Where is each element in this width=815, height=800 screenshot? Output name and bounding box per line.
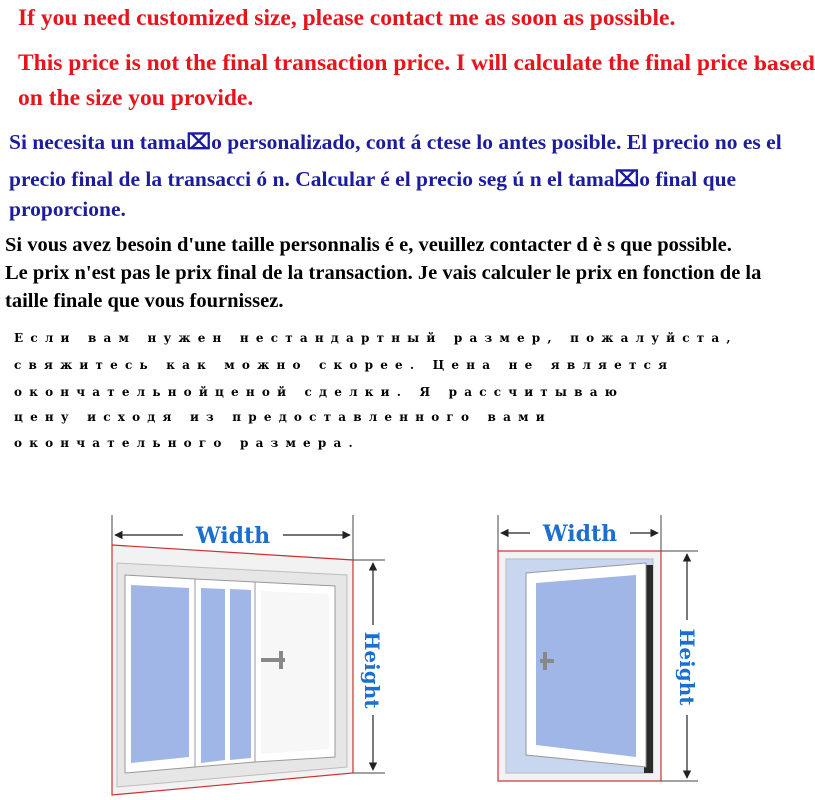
middle-glass-left [201, 588, 225, 763]
casement-window-diagram [480, 505, 790, 800]
russian-line-3: окончательнойценой сделки. Я рассчитываю [14, 385, 625, 399]
height-label: Height [675, 628, 699, 706]
french-line-3: taille finale que vous fournissez. [5, 290, 284, 312]
french-line-1: Si vous avez besoin d'une taille personnalis é e, veuillez contacter d è s que possible. [5, 234, 732, 256]
russian-line-4: цену исходя из предоставленного вами [14, 410, 552, 424]
width-label: Width [542, 521, 618, 547]
sash-glass [536, 575, 636, 757]
french-line-2: Le prix n'est pas le prix final de la transaction. Je vais calculer le prix en fonction de la [5, 262, 762, 284]
spanish-line-3: proporcione. [9, 197, 126, 221]
english-line-1: If you need customized size, please contact me as soon as possible. [18, 5, 676, 31]
spanish-line-1: Si necesita un tama⌧o personalizado, cont á ctese lo antes posible. El precio no es el [9, 130, 782, 154]
english-line-2 [18, 50, 815, 77]
sash-handle-base [543, 652, 547, 670]
russian-line-5: окончательного размера. [14, 436, 360, 450]
english-line-2-tail: based [753, 53, 815, 75]
sash-handle-base [279, 651, 283, 669]
height-label: Height [360, 631, 384, 709]
russian-line-1: Если вам нужен нестандартный размер, пожалуйста, [14, 331, 738, 345]
spanish-line-2: precio final de la transacci ó n. Calcular é el precio seg ú n el tama⌧o final que [9, 167, 737, 191]
english-line-3: on the size you provide. [18, 85, 254, 111]
russian-line-2: свяжитесь как можно скорее. Цена не является [14, 358, 675, 372]
right-opening [261, 591, 329, 754]
english-line-2-main: This price is not the final transaction price. I will calculate the final price [18, 50, 748, 76]
width-label: Width [195, 523, 271, 549]
middle-glass-right [230, 589, 251, 760]
left-glass [131, 585, 189, 763]
sliding-window-diagram [85, 505, 405, 800]
